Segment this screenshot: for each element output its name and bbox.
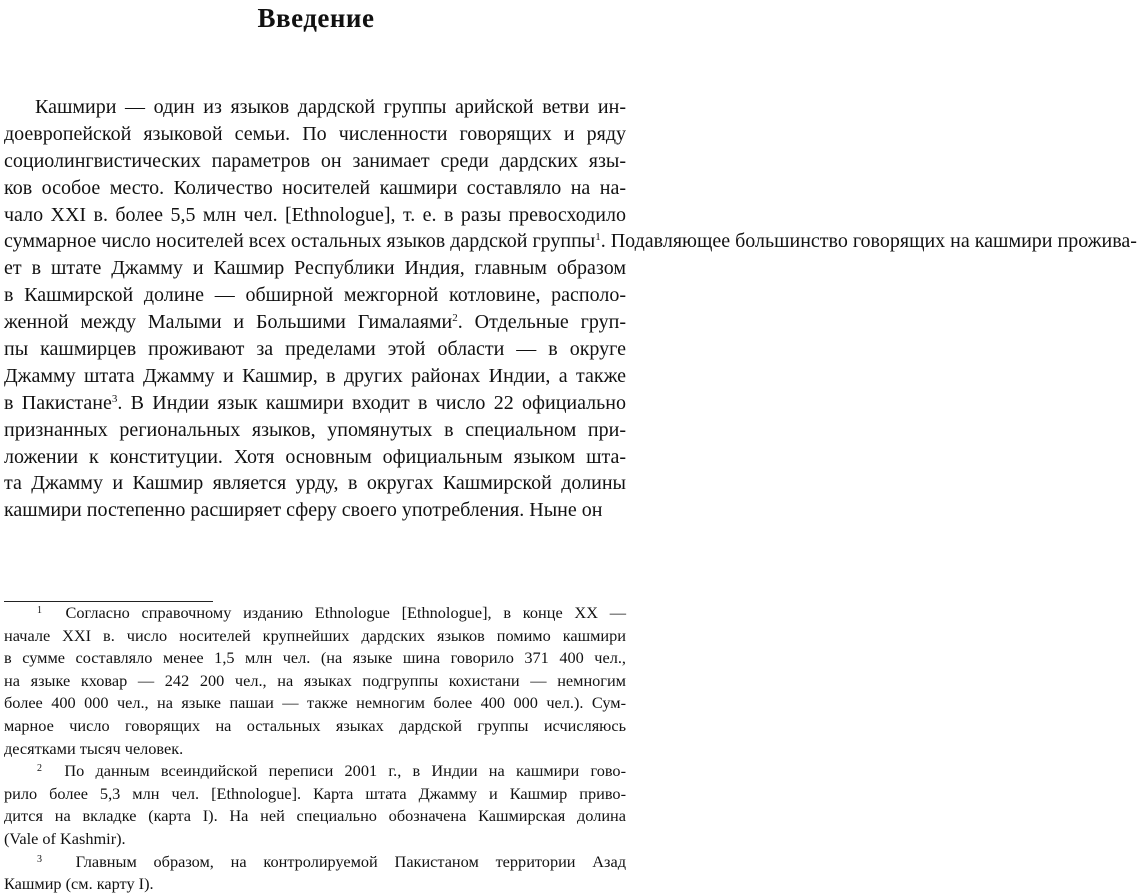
body-line-text: . Подавляющее большинство говорящих на кашмири прожива-: [600, 230, 1137, 253]
page-title: Введение: [257, 3, 375, 33]
body-line: пы кашмирцев проживают за пределами этой области — в округе: [4, 338, 626, 361]
footnote-ref: 1: [595, 231, 601, 244]
body-line: социолингвистических параметров он занимает среди дардских язы-: [4, 149, 626, 172]
body-line: Кашмири — один из языков дардской группы арийской ветви ин-: [35, 96, 626, 118]
body-line: та Джамму и Кашмир является урду, в округах Кашмирской долины: [4, 472, 626, 495]
footnote-number: 2: [37, 763, 42, 775]
body-line-text: . В Индии язык кашмири входит в число 22 официально: [117, 391, 626, 414]
footnote-line: [4, 851, 626, 874]
body-line: Джамму штата Джамму и Кашмир, в других районах Индии, а также: [4, 364, 626, 387]
footnote-number: 1: [37, 605, 42, 616]
body-line: [4, 309, 626, 336]
footnote-number: 3: [37, 853, 42, 865]
footnote-line: (Vale of Kashmir).: [4, 828, 126, 848]
footnote-ref: 2: [452, 312, 458, 325]
body-line: признанных региональных языков, упомянутых в специальном при-: [4, 418, 626, 441]
footnote-2: [4, 760, 626, 850]
footnote-line: начале XXI в. число носителей крупнейших дардских языков помимо кашмири: [4, 625, 626, 645]
body-line: чало XXI в. более 5,5 млн чел. [Ethnologue], т. е. в разы превосходило: [4, 203, 626, 226]
body-text: [4, 94, 1137, 524]
footnote-line: в сумме составляло менее 1,5 млн чел. (на языке шина говорило 371 400 чел.,: [4, 648, 626, 668]
body-line-text: в Пакистане: [4, 391, 112, 414]
footnote-line: дится на вкладке (карта I). На ней специально обозначена Кашмирская долина: [4, 806, 626, 826]
footnote-text: Главным образом, на контролируемой Пакистаном территории Азад: [75, 851, 626, 871]
body-line: ет в штате Джамму и Кашмир Республики Индия, главным образом: [4, 257, 626, 280]
footnote-text: Согласно справочному изданию Ethnologue [Ethnologue], в конце XX —: [65, 603, 626, 622]
body-line: доевропейской языковой семьи. По численности говорящих и ряду: [4, 122, 626, 145]
body-line-text: женной между Малыми и Большими Гималаями: [4, 311, 453, 334]
footnote-line: марное число говорящих на остальных языках дардской группы исчисляюсь: [4, 715, 626, 735]
footnote-line: [4, 602, 626, 625]
footnote-1: [4, 602, 626, 760]
footnote-ref: 3: [111, 392, 118, 405]
body-line: ложении к конституции. Хотя основным официальным языком шта-: [4, 445, 626, 468]
footnote-line: рило более 5,3 млн чел. [Ethnologue]. Карта штата Джамму и Кашмир приво-: [4, 783, 626, 803]
body-line-text: . Отдельные груп-: [457, 311, 626, 334]
body-line: кашмири постепенно расширяет сферу своего употребления. Ныне он: [4, 499, 603, 522]
footnote-3: [4, 851, 626, 896]
body-line: в Кашмирской долине — обширной межгорной котловине, располо-: [4, 284, 626, 307]
footnote-line: Кашмир (см. карту I).: [4, 874, 154, 894]
footnote-line: на языке кховар — 242 200 чел., на языках подгруппы кохистани — немногим: [4, 670, 626, 690]
body-line: [4, 390, 626, 417]
footnote-line: [4, 760, 626, 783]
body-line-text: суммарное число носителей всех остальных языков дардской группы: [4, 230, 596, 253]
footnotes: [4, 602, 626, 896]
footnote-line: десятками тысяч человек.: [4, 738, 184, 758]
body-line: ков особое место. Количество носителей кашмири составляло на на-: [4, 176, 626, 199]
footnote-line: более 400 000 чел., на языке пашаи — также немногим более 400 000 чел.). Сум-: [4, 693, 626, 713]
body-line: [4, 228, 1137, 255]
footnote-text: По данным всеиндийской переписи 2001 г., в Индии на кашмири гово-: [64, 761, 626, 781]
